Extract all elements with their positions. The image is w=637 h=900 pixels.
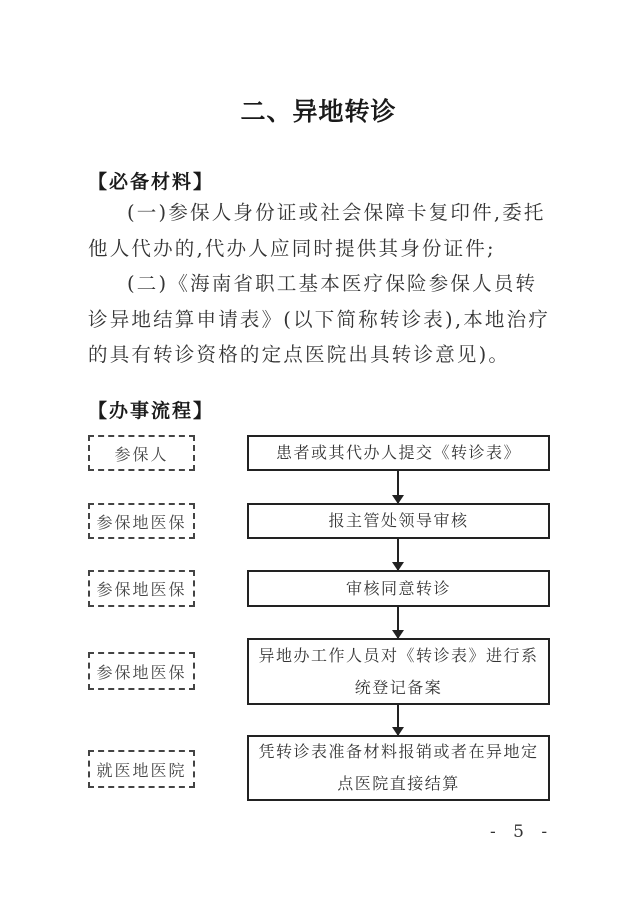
actor-box-4: 参保地医保 — [88, 652, 195, 690]
material-item-1: (一)参保人身份证或社会保障卡复印件,委托他人代办的,代办人应同时提供其身份证件; — [88, 201, 546, 260]
process-heading: 【办事流程】 — [88, 400, 215, 422]
flow-arrow-1 — [397, 471, 399, 503]
actor-box-5: 就医地医院 — [88, 750, 195, 788]
actor-box-3: 参保地医保 — [88, 570, 195, 607]
step-box-1: 患者或其代办人提交《转诊表》 — [247, 435, 550, 471]
step-box-4: 异地办工作人员对《转诊表》进行系统登记备案 — [247, 638, 550, 705]
actor-box-1: 参保人 — [88, 435, 195, 471]
flow-arrow-2 — [397, 539, 399, 570]
page-number: - 5 - — [490, 822, 554, 842]
step-box-2: 报主管处领导审核 — [247, 503, 550, 539]
material-item-2: (二)《海南省职工基本医疗保险参保人员转诊异地结算申请表》(以下简称转诊表),本地治疗的具有转诊资格的定点医院出具转诊意见)。 — [88, 272, 551, 366]
step-box-3: 审核同意转诊 — [247, 570, 550, 607]
flow-arrow-4 — [397, 705, 399, 735]
step-box-5: 凭转诊表准备材料报销或者在异地定点医院直接结算 — [247, 735, 550, 801]
page-title: 二、异地转诊 — [240, 97, 397, 126]
materials-heading: 【必备材料】 — [88, 171, 215, 193]
actor-box-2: 参保地医保 — [88, 503, 195, 539]
materials-list — [88, 195, 558, 373]
flow-arrow-3 — [397, 607, 399, 638]
